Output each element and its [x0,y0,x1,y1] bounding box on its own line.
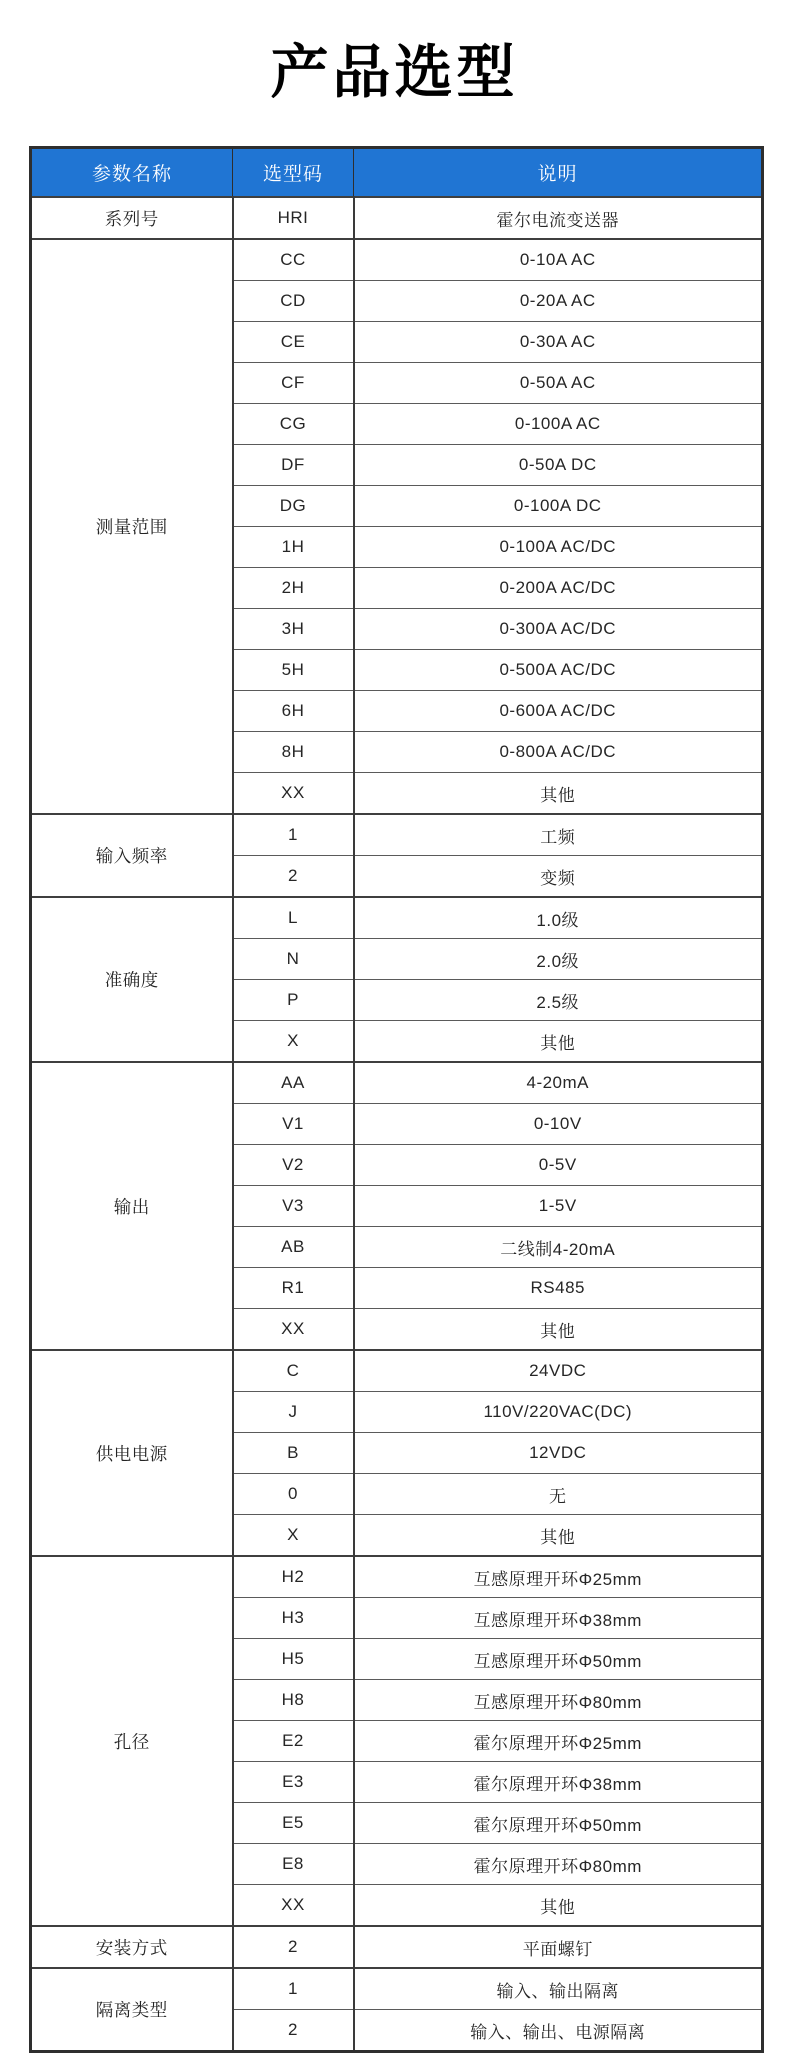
selection-code-cell: XX [233,1309,354,1351]
parameter-name-cell: 输出 [31,1062,233,1350]
selection-code-cell: 0 [233,1474,354,1515]
selection-code-cell: B [233,1433,354,1474]
selection-code-cell: 2H [233,568,354,609]
description-cell: 霍尔原理开环Φ80mm [354,1844,763,1885]
description-cell: 12VDC [354,1433,763,1474]
selection-code-cell: CF [233,363,354,404]
selection-code-cell: 6H [233,691,354,732]
selection-code-cell: H5 [233,1639,354,1680]
selection-code-cell: AA [233,1062,354,1104]
selection-code-cell: L [233,897,354,939]
description-cell: 霍尔电流变送器 [354,197,763,239]
description-cell: 1-5V [354,1186,763,1227]
selection-code-cell: X [233,1515,354,1557]
selection-code-cell: 8H [233,732,354,773]
description-cell: 其他 [354,1885,763,1927]
selection-code-cell: 2 [233,856,354,898]
description-cell: 二线制4-20mA [354,1227,763,1268]
description-cell: 互感原理开环Φ80mm [354,1680,763,1721]
selection-code-cell: N [233,939,354,980]
selection-code-cell: X [233,1021,354,1063]
description-cell: 0-300A AC/DC [354,609,763,650]
selection-code-cell: H8 [233,1680,354,1721]
description-cell: 2.5级 [354,980,763,1021]
header-cell-selection-code: 选型码 [233,148,354,198]
table-row [31,239,763,281]
selection-code-cell: 3H [233,609,354,650]
description-cell: 0-100A AC/DC [354,527,763,568]
description-cell: 0-100A DC [354,486,763,527]
description-cell: 变频 [354,856,763,898]
parameter-name-cell: 供电电源 [31,1350,233,1556]
parameter-name-cell: 系列号 [31,197,233,239]
parameter-name-cell: 测量范围 [31,239,233,814]
table-row [31,1350,763,1392]
description-cell: 0-200A AC/DC [354,568,763,609]
table-row [31,1926,763,1968]
selection-code-cell: 2 [233,2010,354,2052]
description-cell: 霍尔原理开环Φ25mm [354,1721,763,1762]
table-header-row [31,148,763,198]
description-cell: 0-30A AC [354,322,763,363]
selection-code-cell: AB [233,1227,354,1268]
selection-code-cell: XX [233,773,354,815]
description-cell: 互感原理开环Φ25mm [354,1556,763,1598]
selection-code-cell: E2 [233,1721,354,1762]
table-row [31,897,763,939]
selection-code-cell: CC [233,239,354,281]
description-cell: 输入、输出、电源隔离 [354,2010,763,2052]
table-row [31,1062,763,1104]
table-row [31,197,763,239]
description-cell: 霍尔原理开环Φ50mm [354,1803,763,1844]
description-cell: 其他 [354,1309,763,1351]
table-row [31,1556,763,1598]
description-cell: 霍尔原理开环Φ38mm [354,1762,763,1803]
description-cell: 2.0级 [354,939,763,980]
parameter-name-cell: 输入频率 [31,814,233,897]
description-cell: 其他 [354,773,763,815]
description-cell: 4-20mA [354,1062,763,1104]
parameter-name-cell: 隔离类型 [31,1968,233,2052]
description-cell: 24VDC [354,1350,763,1392]
description-cell: 0-500A AC/DC [354,650,763,691]
selection-code-cell: H3 [233,1598,354,1639]
table-row [31,814,763,856]
description-cell: 0-10A AC [354,239,763,281]
parameter-name-cell: 孔径 [31,1556,233,1926]
header-cell-parameter-name: 参数名称 [31,148,233,198]
selection-code-cell: HRI [233,197,354,239]
page-title: 产品选型 [270,40,519,105]
selection-code-cell: CG [233,404,354,445]
description-cell: 0-10V [354,1104,763,1145]
selection-code-cell: H2 [233,1556,354,1598]
description-cell: 0-600A AC/DC [354,691,763,732]
description-cell: 0-50A DC [354,445,763,486]
selection-code-cell: J [233,1392,354,1433]
selection-code-cell: P [233,980,354,1021]
selection-code-cell: E3 [233,1762,354,1803]
selection-code-cell: V3 [233,1186,354,1227]
description-cell: 无 [354,1474,763,1515]
selection-code-cell: DG [233,486,354,527]
description-cell: 互感原理开环Φ38mm [354,1598,763,1639]
description-cell: 0-50A AC [354,363,763,404]
description-cell: 0-800A AC/DC [354,732,763,773]
description-cell: 其他 [354,1515,763,1557]
description-cell: 0-20A AC [354,281,763,322]
header-cell-description: 说明 [354,148,763,198]
description-cell: 工频 [354,814,763,856]
description-cell: 输入、输出隔离 [354,1968,763,2010]
selection-code-cell: E5 [233,1803,354,1844]
description-cell: 平面螺钉 [354,1926,763,1968]
parameter-name-cell: 安装方式 [31,1926,233,1968]
description-cell: 其他 [354,1021,763,1063]
table-body [31,197,763,2052]
description-cell: 1.0级 [354,897,763,939]
description-cell: RS485 [354,1268,763,1309]
description-cell: 0-5V [354,1145,763,1186]
parameter-name-cell: 准确度 [31,897,233,1062]
selection-code-cell: CD [233,281,354,322]
selection-code-cell: C [233,1350,354,1392]
selection-code-cell: 1 [233,1968,354,2010]
selection-code-cell: V2 [233,1145,354,1186]
selection-code-cell: 1H [233,527,354,568]
description-cell: 互感原理开环Φ50mm [354,1639,763,1680]
description-cell: 0-100A AC [354,404,763,445]
selection-code-cell: 2 [233,1926,354,1968]
selection-code-cell: V1 [233,1104,354,1145]
selection-code-cell: E8 [233,1844,354,1885]
selection-code-cell: DF [233,445,354,486]
selection-code-cell: 1 [233,814,354,856]
product-selection-table [29,146,764,2053]
selection-code-cell: R1 [233,1268,354,1309]
description-cell: 110V/220VAC(DC) [354,1392,763,1433]
selection-code-cell: 5H [233,650,354,691]
table-row [31,1968,763,2010]
selection-code-cell: CE [233,322,354,363]
selection-code-cell: XX [233,1885,354,1927]
